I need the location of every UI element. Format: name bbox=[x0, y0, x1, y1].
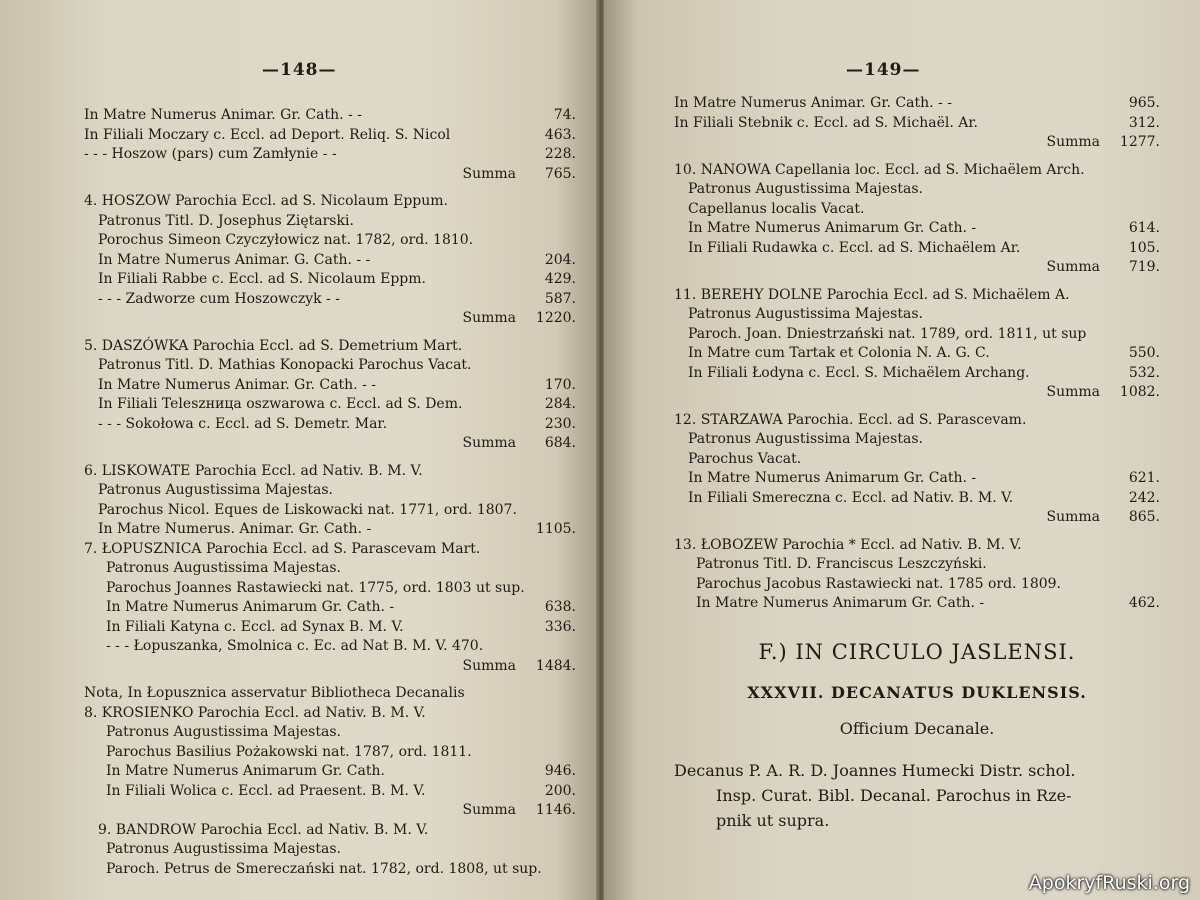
line-text: Patronus Augustissima Majestas. bbox=[688, 431, 923, 447]
line-text: In Matre Numerus Animar. G. Cath. - - bbox=[98, 251, 371, 268]
summa-label: Summa bbox=[462, 435, 516, 451]
decanus-line: Decanus P. A. R. D. Joannes Humecki Distr. schol. bbox=[674, 760, 1076, 780]
line-text: 7. ŁOPUSZNICA Parochia Eccl. ad S. Parascevam Mart. bbox=[84, 540, 481, 557]
line-text: 9. BANDROW Parochia Eccl. ad Nativ. B. M. V. bbox=[98, 821, 429, 838]
left-page-text bbox=[84, 106, 576, 879]
text-line bbox=[84, 840, 576, 860]
line-text: Parochus Basilius Pożakowski nat. 1787, ord. 1811. bbox=[106, 743, 472, 760]
line-value: 1082. bbox=[1119, 384, 1160, 400]
line-text: In Matre cum Tartak et Colonia N. A. G. C. bbox=[688, 345, 990, 361]
text-line bbox=[674, 305, 1160, 325]
text-line bbox=[84, 704, 576, 724]
line-value: 200. bbox=[544, 782, 576, 799]
right-entries bbox=[674, 94, 1160, 614]
line-value: 587. bbox=[544, 290, 576, 307]
summa-row bbox=[84, 801, 576, 821]
line-value: 463. bbox=[544, 126, 576, 143]
line-value: 1220. bbox=[535, 310, 576, 326]
line-text: Patronus Titl. D. Mathias Konopacki Parochus Vacat. bbox=[98, 357, 472, 373]
line-text: Parochus Jacobus Rastawiecki nat. 1785 ord. 1809. bbox=[696, 575, 1062, 592]
right-page-text bbox=[674, 94, 1160, 833]
line-text: In Matre Numerus Animarum Gr. Cath. - bbox=[106, 599, 395, 615]
line-text: In Filiali Rudawka c. Eccl. ad S. Michaëlem Ar. bbox=[688, 239, 1021, 256]
text-line bbox=[84, 579, 576, 599]
line-text: 13. ŁOBOZEW Parochia * Eccl. ad Nativ. B. M. V. bbox=[674, 536, 1022, 553]
left-page bbox=[0, 0, 598, 900]
officium-heading: Officium Decanale. bbox=[839, 718, 995, 738]
line-text: Porochus Simeon Czyczyłowicz nat. 1782, ord. 1810. bbox=[98, 232, 474, 248]
text-line bbox=[84, 481, 576, 501]
text-line bbox=[84, 376, 576, 396]
line-value: 336. bbox=[544, 618, 576, 635]
text-line bbox=[84, 520, 576, 540]
entry-gap bbox=[84, 184, 576, 192]
text-line bbox=[84, 337, 576, 357]
text-line bbox=[84, 637, 576, 657]
text-line bbox=[84, 251, 576, 271]
line-text: In Matre Numerus Animar. Gr. Cath. - - bbox=[84, 107, 362, 123]
text-line bbox=[674, 594, 1160, 614]
line-text: In Filiali Łodyna c. Eccl. S. Michaëlem Archang. bbox=[688, 364, 1030, 381]
summa-row bbox=[84, 657, 576, 677]
text-line bbox=[674, 430, 1160, 450]
summa-row bbox=[674, 258, 1160, 278]
entry-gap bbox=[674, 153, 1160, 161]
entry-gap bbox=[84, 329, 576, 337]
line-text: In Matre Numerus Animar. Gr. Cath. - - bbox=[98, 376, 376, 393]
line-text: In Matre Numerus Animarum Gr. Cath. - bbox=[688, 470, 977, 486]
line-value: 638. bbox=[544, 599, 576, 615]
line-value: 1105. bbox=[535, 521, 576, 537]
text-line bbox=[84, 821, 576, 841]
text-line bbox=[84, 212, 576, 232]
line-text: Paroch. Joan. Dniestrzański nat. 1789, ord. 1811, ut sup bbox=[688, 325, 1087, 342]
line-text: Nota, In Łopusznica asservatur Bibliotheca Decanalis bbox=[84, 685, 465, 701]
text-line bbox=[84, 501, 576, 521]
entry-gap bbox=[674, 528, 1160, 536]
line-text: Patronus Augustissima Majestas. bbox=[106, 841, 341, 857]
text-line bbox=[674, 536, 1160, 556]
line-text: In Filiali Rabbe c. Eccl. ad S. Nicolaum Eppm. bbox=[98, 271, 426, 287]
line-value: 429. bbox=[544, 271, 576, 287]
text-line bbox=[674, 344, 1160, 364]
line-value: 1146. bbox=[535, 802, 576, 818]
line-value: 230. bbox=[544, 415, 576, 432]
line-text: Patronus Augustissima Majestas. bbox=[688, 306, 923, 322]
line-text: Capellanus localis Vacat. bbox=[688, 200, 865, 217]
line-text: Patronus Titl. D. Franciscus Leszczyński. bbox=[696, 556, 987, 572]
text-line bbox=[84, 270, 576, 290]
text-line bbox=[84, 723, 576, 743]
line-text: In Matre Numerus Animarum Gr. Cath. - bbox=[688, 220, 977, 236]
line-text: 5. DASZÓWKA Parochia Eccl. ad S. Demetrium Mart. bbox=[84, 337, 463, 354]
summa-label: Summa bbox=[1046, 259, 1100, 275]
text-line bbox=[674, 450, 1160, 470]
line-text: Patronus Titl. D. Josephus Ziętarski. bbox=[98, 212, 354, 229]
line-value: 242. bbox=[1128, 489, 1160, 506]
line-value: 462. bbox=[1128, 595, 1160, 611]
line-value: 621. bbox=[1128, 470, 1160, 486]
line-value: 284. bbox=[544, 396, 576, 412]
line-value: 684. bbox=[544, 435, 576, 451]
summa-row bbox=[84, 309, 576, 329]
text-line bbox=[84, 356, 576, 376]
text-line bbox=[84, 684, 576, 704]
decanus-line: pnik ut supra. bbox=[716, 810, 830, 830]
summa-row bbox=[674, 383, 1160, 403]
summa-label: Summa bbox=[462, 802, 516, 818]
text-line bbox=[84, 540, 576, 560]
line-text: 12. STARZAWA Parochia. Eccl. ad S. Parascevam. bbox=[674, 411, 1027, 428]
line-text: 11. BEREHY DOLNE Parochia Eccl. ad S. Michaëlem A. bbox=[674, 286, 1070, 303]
line-text: In Matre Numerus. Animar. Gr. Cath. - bbox=[98, 521, 372, 537]
line-text: 4. HOSZOW Parochia Eccl. ad S. Nicolaum Eppum. bbox=[84, 193, 448, 209]
summa-row bbox=[84, 434, 576, 454]
text-line bbox=[674, 114, 1160, 134]
line-text: 8. KROSIENKO Parochia Eccl. ad Nativ. B. M. V. bbox=[84, 704, 426, 721]
line-text: Patronus Augustissima Majestas. bbox=[106, 560, 341, 576]
summa-row bbox=[674, 508, 1160, 528]
entry-gap bbox=[84, 454, 576, 462]
line-value: 105. bbox=[1128, 239, 1160, 256]
summa-label: Summa bbox=[462, 165, 516, 182]
line-text: In Matre Numerus Animarum Gr. Cath. bbox=[106, 763, 385, 779]
line-text: - - - Sokołowa c. Eccl. ad S. Demetr. Mar. bbox=[98, 415, 388, 432]
text-line bbox=[84, 598, 576, 618]
text-line bbox=[674, 286, 1160, 306]
entry-gap bbox=[674, 403, 1160, 411]
text-line bbox=[674, 325, 1160, 345]
right-page bbox=[604, 0, 1200, 900]
text-line bbox=[84, 618, 576, 638]
line-text: - - - Zadworze cum Hoszowczyk - - bbox=[98, 290, 340, 307]
line-text: 10. NANOWA Capellania loc. Eccl. ad S. Michaëlem Arch. bbox=[674, 161, 1085, 178]
line-text: Parochus Vacat. bbox=[688, 450, 802, 467]
text-line bbox=[84, 106, 576, 126]
line-value: 550. bbox=[1128, 345, 1160, 361]
decanatus-heading: XXXVII. DECANATUS DUKLENSIS. bbox=[747, 682, 1087, 702]
summa-label: Summa bbox=[462, 310, 516, 326]
line-text: Patronus Augustissima Majestas. bbox=[106, 724, 341, 740]
text-line bbox=[674, 411, 1160, 431]
line-text: 6. LISKOWATE Parochia Eccl. ad Nativ. B. M. V. bbox=[84, 462, 423, 479]
text-line bbox=[674, 200, 1160, 220]
line-text: Paroch. Petrus de Smereczański nat. 1782, ord. 1808, ut sup. bbox=[106, 860, 542, 877]
summa-label: Summa bbox=[1046, 384, 1100, 400]
text-line bbox=[674, 94, 1160, 114]
line-value: 765. bbox=[544, 165, 576, 182]
line-value: 170. bbox=[544, 376, 576, 393]
site-watermark: ApokryfRuski.org bbox=[1028, 872, 1190, 894]
text-line bbox=[84, 860, 576, 880]
text-line bbox=[674, 161, 1160, 181]
summa-label: Summa bbox=[1046, 134, 1100, 150]
text-line bbox=[84, 559, 576, 579]
line-value: 865. bbox=[1128, 509, 1160, 525]
line-value: 532. bbox=[1128, 364, 1160, 381]
line-value: 1277. bbox=[1119, 134, 1160, 150]
circulo-heading: F.) IN CIRCULO JASLENSI. bbox=[758, 639, 1076, 664]
text-line bbox=[674, 364, 1160, 384]
line-value: 74. bbox=[553, 107, 576, 123]
line-text: Parochus Nicol. Eques de Liskowacki nat. 1771, ord. 1807. bbox=[98, 501, 517, 518]
text-line bbox=[84, 762, 576, 782]
text-line bbox=[84, 290, 576, 310]
line-text: In Filiali Moczary c. Eccl. ad Deport. Reliq. S. Nicol bbox=[84, 126, 451, 143]
line-text: Patronus Augustissima Majestas. bbox=[688, 181, 923, 197]
line-text: In Filiali Smereczna c. Eccl. ad Nativ. B. M. V. bbox=[688, 489, 1014, 506]
text-line bbox=[84, 415, 576, 435]
line-text: - - - Łopuszanka, Smolnica c. Ec. ad Nat B. M. V. 470. bbox=[106, 638, 484, 654]
line-text: In Matre Numerus Animarum Gr. Cath. - bbox=[696, 595, 985, 611]
text-line bbox=[84, 782, 576, 802]
line-text: In Matre Numerus Animar. Gr. Cath. - - bbox=[674, 95, 952, 111]
line-text: In Filiali Teleszница oszwarowa c. Eccl. ad S. Dem. bbox=[98, 396, 463, 412]
left-page-number: —148— bbox=[262, 60, 337, 80]
summa-row bbox=[674, 133, 1160, 153]
text-line bbox=[84, 395, 576, 415]
line-text: - - - Hoszow (pars) cum Zamłynie - - bbox=[84, 146, 337, 162]
line-value: 228. bbox=[544, 146, 576, 162]
line-value: 946. bbox=[544, 763, 576, 779]
line-value: 614. bbox=[1128, 220, 1160, 236]
text-line bbox=[674, 575, 1160, 595]
decanus-line: Insp. Curat. Bibl. Decanal. Parochus in Rze- bbox=[716, 785, 1072, 805]
text-line bbox=[84, 462, 576, 482]
decanus-paragraph bbox=[674, 758, 1160, 833]
text-line bbox=[674, 219, 1160, 239]
line-value: 1484. bbox=[535, 657, 576, 674]
entry-gap bbox=[674, 278, 1160, 286]
line-text: In Filiali Katyna c. Eccl. ad Synax B. M. V. bbox=[106, 618, 404, 635]
text-line bbox=[84, 145, 576, 165]
line-value: 965. bbox=[1128, 95, 1160, 111]
line-text: In Filiali Wolica c. Eccl. ad Praesent. B. M. V. bbox=[106, 782, 426, 799]
text-line bbox=[84, 743, 576, 763]
entry-gap bbox=[84, 676, 576, 684]
line-text: In Filiali Stebnik c. Eccl. ad S. Michaël. Ar. bbox=[674, 114, 978, 131]
text-line bbox=[674, 239, 1160, 259]
line-text: Patronus Augustissima Majestas. bbox=[98, 482, 333, 498]
text-line bbox=[674, 469, 1160, 489]
text-line bbox=[674, 555, 1160, 575]
summa-row bbox=[84, 165, 576, 185]
summa-label: Summa bbox=[1046, 509, 1100, 525]
line-value: 719. bbox=[1128, 259, 1160, 275]
text-line bbox=[84, 192, 576, 212]
line-value: 312. bbox=[1128, 114, 1160, 131]
text-line bbox=[674, 489, 1160, 509]
right-page-number: —149— bbox=[846, 60, 921, 80]
text-line bbox=[84, 231, 576, 251]
text-line bbox=[674, 180, 1160, 200]
text-line bbox=[84, 126, 576, 146]
summa-label: Summa bbox=[462, 657, 516, 674]
line-text: Parochus Joannes Rastawiecki nat. 1775, ord. 1803 ut sup. bbox=[106, 579, 525, 596]
line-value: 204. bbox=[544, 251, 576, 268]
